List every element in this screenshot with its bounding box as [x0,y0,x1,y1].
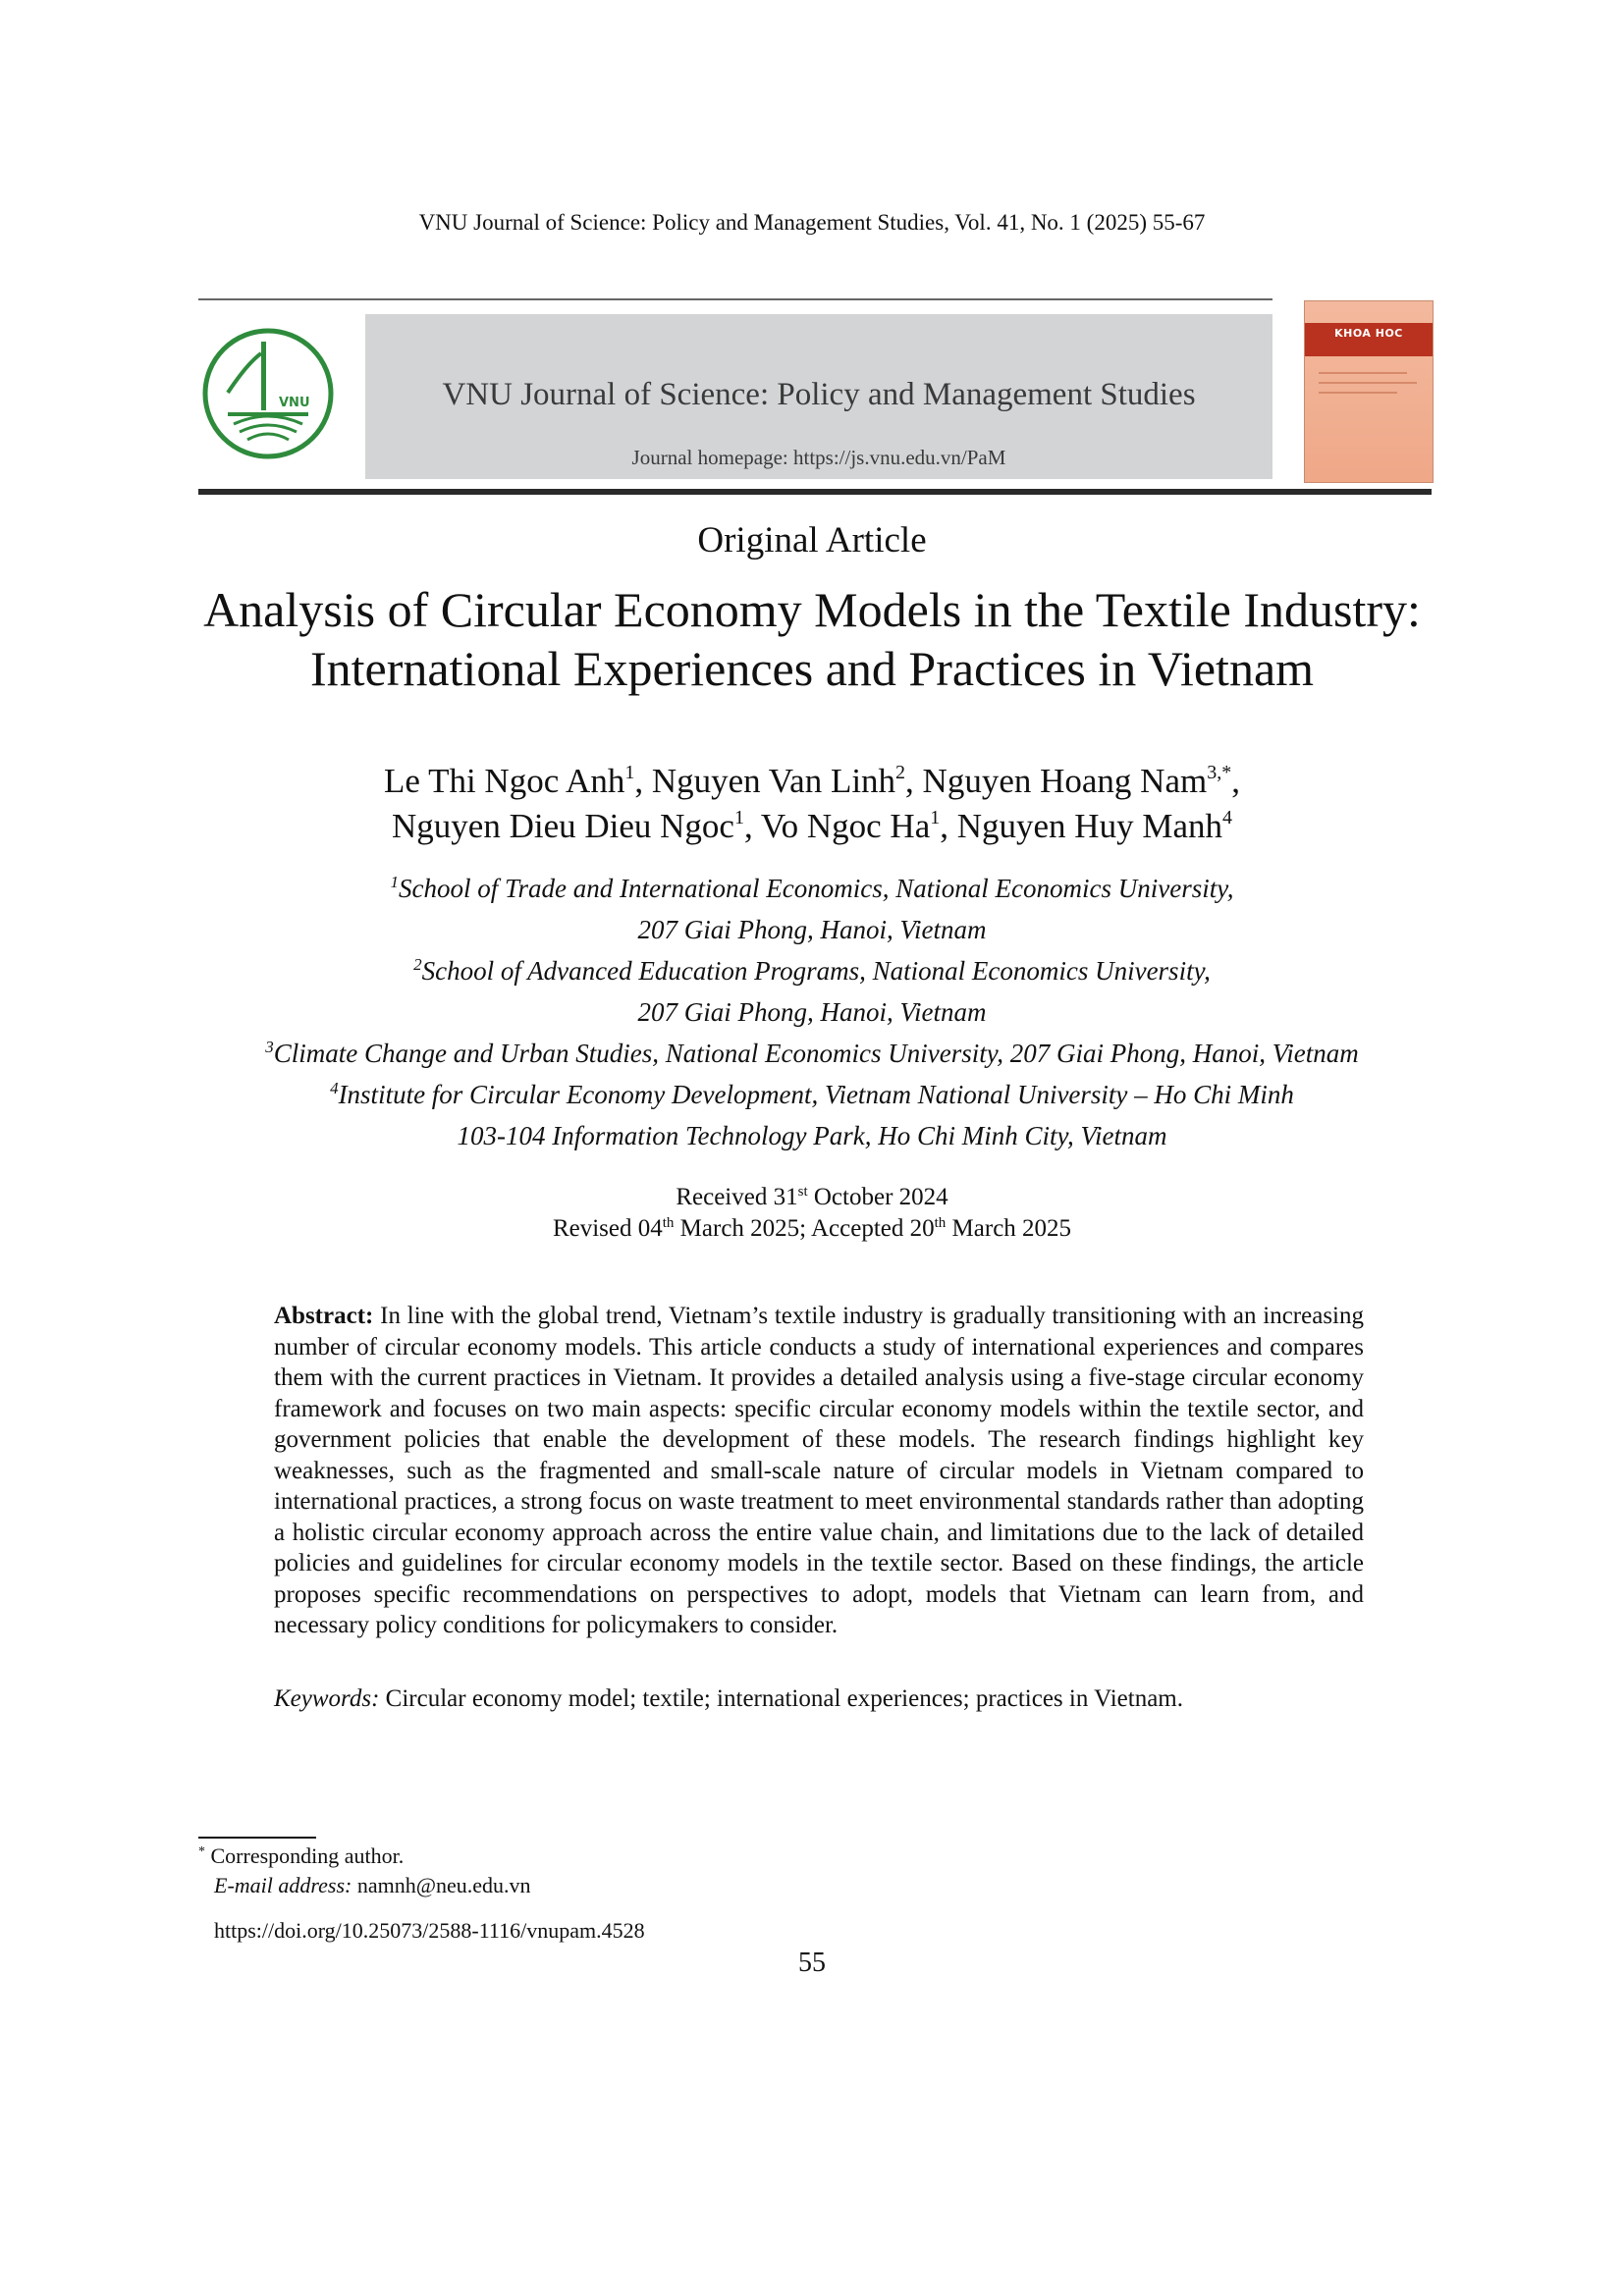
abstract [274,1301,1364,1641]
affiliation-text: Institute for Circular Economy Development, Vietnam National University – Ho Chi Minh [338,1080,1294,1109]
affiliation-marker: 2 [413,955,422,974]
accepted-text: March 2025 [946,1215,1072,1242]
author-name: Nguyen Dieu Dieu Ngoc [392,807,734,845]
logo-text: VNU [279,396,310,410]
affiliation-line [0,868,1624,909]
author-list [0,759,1624,849]
affiliation-text: School of Advanced Education Programs, National Economics University, [421,956,1211,986]
author-name: Nguyen Van Linh [651,762,896,800]
keywords-label: Keywords: [274,1685,380,1712]
email-label: E-mail address: [214,1873,352,1897]
affiliation-line [0,950,1624,991]
affiliation-text: School of Trade and International Economics, National Economics University, [399,874,1234,903]
paper-title-line: Analysis of Circular Economy Models in the Textile Industry: [203,582,1421,637]
author-separator: , [634,762,652,800]
ordinal-suffix: st [797,1184,808,1200]
keywords-text: Circular economy model; textile; international experiences; practices in Vietnam. [379,1685,1183,1712]
journal-banner [198,296,1432,499]
accepted-text: March 2025; Accepted 20 [674,1215,935,1242]
affiliation-line [0,1074,1624,1115]
email-note [214,1872,531,1899]
author-affiliation-marker: 3,* [1207,762,1232,783]
cover-line [1319,392,1397,394]
paper-title-line: International Experiences and Practices in Vietnam [309,641,1315,696]
affiliation-marker: 4 [330,1079,339,1097]
received-date [0,1182,1624,1213]
banner-top-rule [198,298,1272,300]
paper-title [0,580,1624,698]
cover-line [1319,372,1407,374]
author-name: Nguyen Hoang Nam [922,762,1208,800]
author-affiliation-marker: 4 [1221,807,1232,828]
revised-accepted-date [0,1213,1624,1245]
received-text: Received 31 [676,1184,798,1210]
author-name: Vo Ngoc Ha [760,807,931,845]
article-type: Original Article [697,520,927,561]
banner-journal-title: VNU Journal of Science: Policy and Management Studies [442,377,1196,412]
footnote-divider [198,1837,316,1839]
author-affiliation-marker: 1 [624,762,635,783]
author-affiliation-marker: 2 [895,762,906,783]
author-separator: , [743,807,761,845]
author-separator: , [905,762,923,800]
banner-bottom-rule [198,489,1432,495]
running-header: VNU Journal of Science: Policy and Management Studies, Vol. 41, No. 1 (2025) 55-67 [418,210,1206,235]
ordinal-suffix: th [934,1215,947,1231]
author-affiliation-marker: 1 [733,807,744,828]
banner-title-box [365,314,1272,479]
affiliation-line: 103-104 Information Technology Park, Ho Chi Minh City, Vietnam [457,1121,1167,1150]
page-number: 55 [798,1948,826,1978]
cover-label: KHOA HOC [1334,327,1403,340]
corresponding-author-text: Corresponding author. [205,1843,405,1868]
doi-link[interactable]: https://doi.org/10.25073/2588-1116/vnupam.4528 [214,1918,645,1943]
affiliation-text: Climate Change and Urban Studies, National Economics University, 207 Giai Phong, Hanoi, Vietnam [273,1039,1359,1068]
abstract-label: Abstract: [274,1303,374,1329]
affiliation-line: 207 Giai Phong, Hanoi, Vietnam [637,915,987,944]
author-line [0,759,1624,804]
article-dates [0,1182,1624,1245]
author-separator: , [1231,762,1240,800]
affiliation-list [0,868,1624,1156]
keywords [274,1683,1364,1715]
author-affiliation-marker: 1 [930,807,941,828]
abstract-text: In line with the global trend, Vietnam’s textile industry is gradually transitioning with an increasing number of circular economy models. This article conducts a study of international experiences and compares them with the current practices in Vietnam. It provides a detailed analysis using a five-stage circular economy framework and focuses on two main aspects: specific circular economy models within the textile sector, and government policies that enable the development of these models. The research findings highlight key weaknesses, such as the fragmented and small-scale nature of circular models in Vietnam compared to international practices, a strong focus on waste treatment to meet environmental standards rather than adopting a holistic circular economy approach across the entire value chain, and limitations due to the lack of detailed policies and guidelines for circular economy models in the textile sector. Based on these findings, the article proposes specific recommendations on perspectives to adopt, models that Vietnam can learn from, and necessary policy conditions for policymakers to consider. [274,1303,1364,1638]
corresponding-author-note [198,1842,404,1870]
email-address[interactable]: namnh@neu.edu.vn [352,1873,531,1897]
affiliation-line [0,1033,1624,1074]
affiliation-line: 207 Giai Phong, Hanoi, Vietnam [637,997,987,1027]
author-line [0,804,1624,849]
affiliation-marker: 3 [265,1038,274,1056]
affiliation-marker: 1 [390,873,400,891]
ordinal-suffix: th [662,1215,675,1231]
cover-line [1319,382,1417,384]
received-text: October 2024 [807,1184,948,1210]
journal-cover-thumbnail [1304,300,1434,483]
footnote-marker: * [198,1844,205,1859]
banner-homepage: Journal homepage: https://js.vnu.edu.vn/PaM [631,446,1006,469]
author-separator: , [940,807,957,845]
revised-text: Revised 04 [552,1215,663,1242]
vnu-logo-icon [198,324,338,463]
author-name: Le Thi Ngoc Anh [384,762,625,800]
author-name: Nguyen Huy Manh [956,807,1222,845]
